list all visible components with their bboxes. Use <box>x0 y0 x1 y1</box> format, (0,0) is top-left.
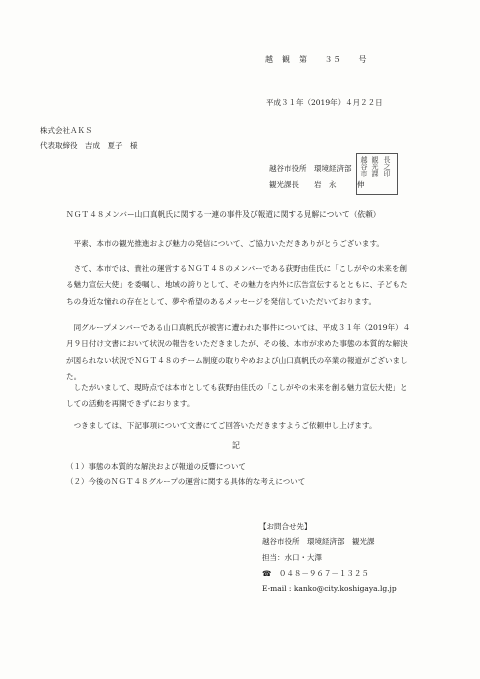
contact-office: 越谷市役所 環境経済部 観光課 <box>262 537 375 546</box>
item-1: （１）事態の本質的な解決および報道の反響について <box>66 462 246 471</box>
sender-trailing-char: 伸 <box>357 180 365 189</box>
document-number: 越 観 第 ３５ 号 <box>265 55 367 64</box>
ki-heading: 記 <box>232 441 240 450</box>
contact-phone: ☎ ０４８－９６７－１３２５ <box>262 569 369 578</box>
seal-text-col2: 観光課 <box>371 156 379 177</box>
recipient-company: 株式会社ＡＫＳ <box>40 126 93 135</box>
contact-heading: 【お問合せ先】 <box>259 522 312 531</box>
sender-title: 観光課長 岩 永 <box>269 180 337 189</box>
subject-line: ＮＧＴ４８メンバー山口真帆氏に関する一連の事件及び報道に関する見解について（依頼） <box>66 210 381 219</box>
body-paragraph-1: 平素、本市の観光推進および魅力の発信について、ご協力いただきありがとうございます。 <box>73 239 385 248</box>
seal-stamp <box>356 153 398 195</box>
document-date: 平成３１年（2019年）４月２２日 <box>266 98 383 107</box>
recipient-person: 代表取締役 吉成 夏子 様 <box>40 141 138 150</box>
contact-staff: 担当：水口・大澤 <box>262 553 322 562</box>
body-paragraph-2: さて、本市では、貴社の運営するＮＧＴ４８のメンバーである荻野由佳氏に「こしがやの未来を創る魅力宣伝大使」を委嘱し、地域の誇りとして、その魅力を内外に広告宣伝するとともに、子どもたちの身近な憧れの存在として、夢や希望のあるメッセージを発信していただいております。 <box>66 264 408 306</box>
body-paragraph-3: 同グループメンバーである山口真帆氏が被害に遭われた事件については、平成３１年（2019年）４月９日付け文書において状況の報告をいただきましたが、その後、本市が求めた事態の本質的な解決が図られない状況でＮＧＴ４８のチーム制度の取りやめおよび山口真帆氏の卒業の報道がございました。 <box>66 323 411 382</box>
body-paragraph-5: つきましては、下記事項について文書にてご回答いただきますようご依頼申し上げます。 <box>73 421 377 430</box>
body-paragraph-4: したがいまして、現時点では本市としても荻野由佳氏の「こしがやの未来を創る魅力宣伝大使」としての活動を再開できずにおります。 <box>66 383 408 409</box>
seal-text-col3: 長之印 <box>383 156 391 177</box>
seal-text-col1: 越谷市 <box>360 156 368 177</box>
sender-department: 越谷市役所 環境経済部 <box>269 164 352 173</box>
item-2: （２）今後のＮＧＴ４８グループの運営に関する具体的な考えについて <box>66 477 306 486</box>
contact-email: E-mail : kanko@city.koshigaya.lg.jp <box>262 584 397 593</box>
